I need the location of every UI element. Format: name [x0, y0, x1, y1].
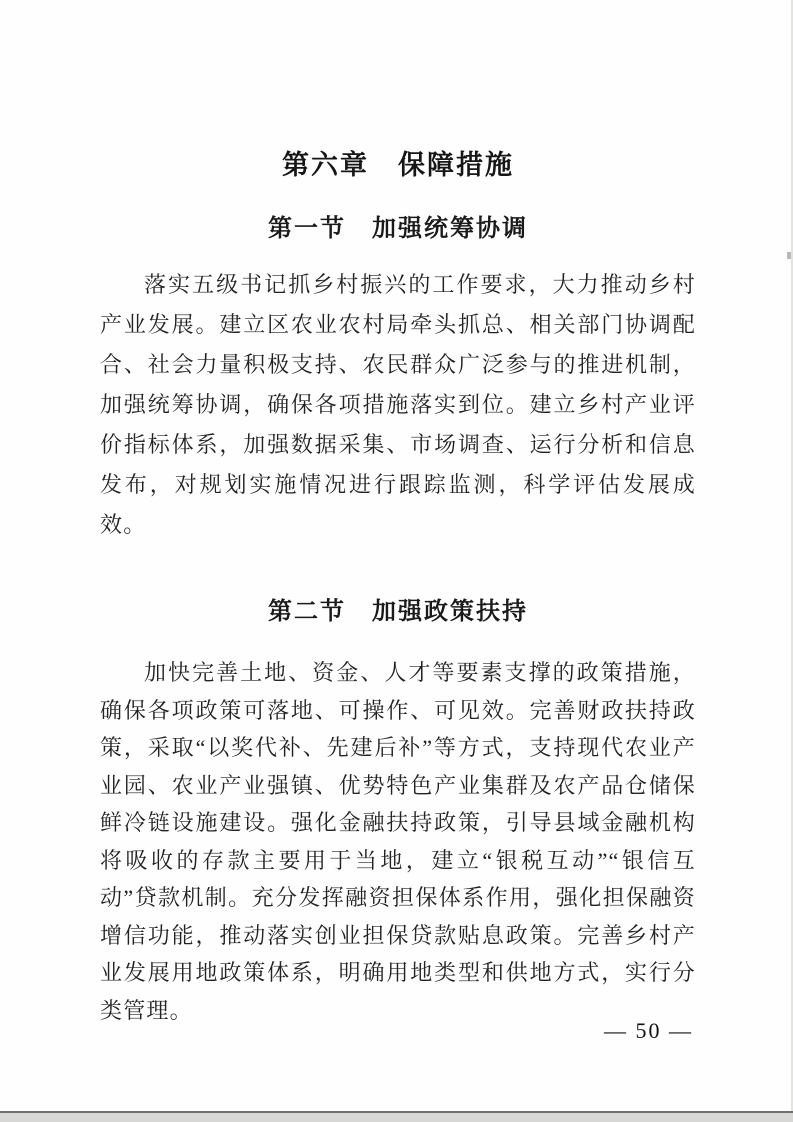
section-title-1: 第一节 加强统筹协调: [268, 215, 528, 242]
chapter-title: 第六章 保障措施: [282, 150, 514, 180]
section-1-paragraph: 落实五级书记抓乡村振兴的工作要求，大力推动乡村产业发展。建立区农业农村局牵头抓总、相关部门协调配合、社会力量积极支持、农民群众广泛参与的推进机制，加强统筹协调，确保各项措施落实到位。建立乡村产业评价指标体系，加强数据采集、市场调查、运行分析和信息发布，对规划实施情况进行跟踪监测，科学评估发展成效。: [100, 272, 696, 537]
scan-edge-bottom: [0, 1111, 793, 1122]
section-2-paragraph: 加快完善土地、资金、人才等要素支撑的政策措施，确保各项政策可落地、可操作、可见效。完善财政扶持政策，采取“以奖代补、先建后补”等方式，支持现代农业产业园、农业产业强镇、优势特色产业集群及农产品仓储保鲜冷链设施建设。强化金融扶持政策，引导县域金融机构将吸收的存款主要用于当地，建立“银税互动”“银信互动”贷款机制。充分发挥融资担保体系作用，强化担保融资增信功能，推动落实创业担保贷款贴息政策。完善乡村产业发展用地政策体系，明确用地类型和供地方式，实行分类管理。: [100, 660, 696, 1023]
section-title-2: 第二节 加强政策扶持: [268, 598, 528, 625]
page-number: — 50 —: [604, 1018, 693, 1043]
page-content: [100, 0, 696, 1029]
